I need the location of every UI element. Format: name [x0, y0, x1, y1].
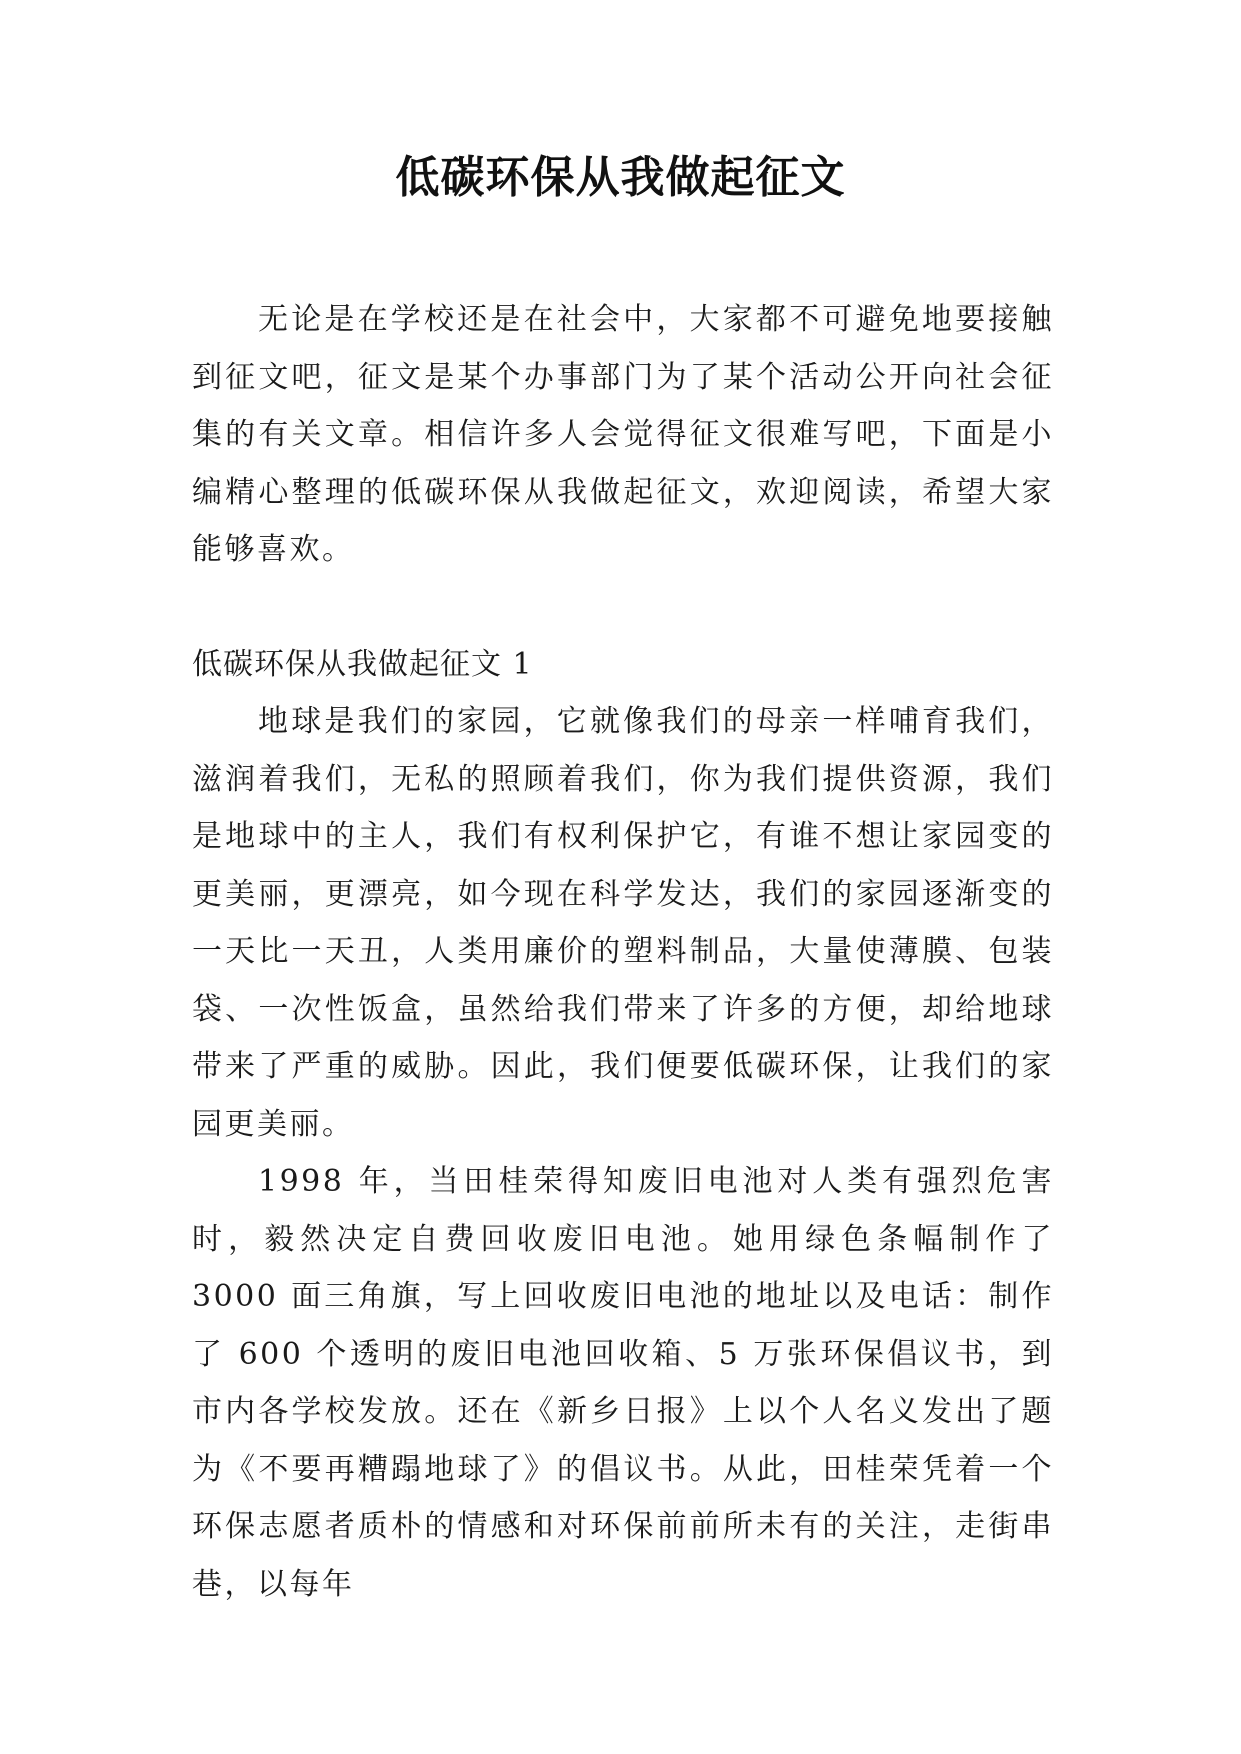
body-paragraph: 1998 年，当田桂荣得知废旧电池对人类有强烈危害时，毅然决定自费回收废旧电池。她用绿色条幅制作了 3000 面三角旗，写上回收废旧电池的地址以及电话：制作了 600 个透明的废旧电池回收箱、5 万张环保倡议书，到市内各学校发放。还在《新乡日报》上以个人名义发出了题为《不要再糟蹋地球了》的倡议书。从此，田桂荣凭着一个环保志愿者质朴的情感和对环保前前所未有的关注，走街串巷，以每年 [192, 1164, 1054, 1602]
intro-paragraph: 无论是在学校还是在社会中，大家都不可避免地要接触到征文吧，征文是某个办事部门为了某个活动公开向社会征集的有关文章。相信许多人会觉得征文很难写吧，下面是小编精心整理的低碳环保从我做起征文，欢迎阅读，希望大家能够喜欢。 [192, 302, 1054, 567]
document-body [192, 291, 1054, 1613]
body-paragraph: 地球是我们的家园，它就像我们的母亲一样哺育我们，滋润着我们，无私的照顾着我们，你为我们提供资源，我们是地球中的主人，我们有权利保护它，有谁不想让家园变的更美丽，更漂亮，如今现在科学发达，我们的家园逐渐变的一天比一天丑，人类用廉价的塑料制品，大量使薄膜、包装袋、一次性饭盒，虽然给我们带来了许多的方便，却给地球带来了严重的威胁。因此，我们便要低碳环保，让我们的家园更美丽。 [192, 704, 1054, 1142]
section-spacer [192, 579, 1054, 636]
section-heading: 低碳环保从我做起征文 1 [192, 646, 533, 682]
document-title: 低碳环保从我做起征文 [395, 152, 846, 203]
